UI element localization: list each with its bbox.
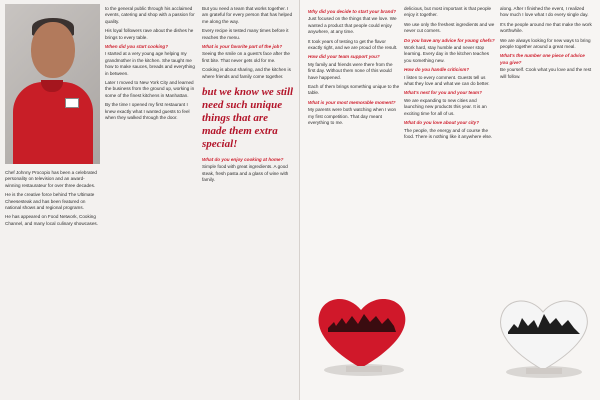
interview-question: When did you start cooking? [105,44,169,50]
right-page [300,0,600,400]
interview-question: What is your favorite part of the job? [202,44,283,50]
left-column-2: to the general public through his acclaimed events, catering and shop with a passion for quality. His loyal followers rave about the dishes he brings to every table. When did you start cooking? I started at a very young age helping my grandmother in the kitchen. She taught me how to make sauces, breads and everything in between. Later I moved to New York City and learned the business from the ground up, working in some of the finest kitchens in Manhattan. By the time I opened my first restaurant I knew exactly what I wanted guests to feel when they walked through the door. [105,6,198,396]
interview-question: Do you have any advice for young chefs? [404,37,495,43]
interview-question: Why did you decide to start your brand? [308,9,397,14]
left-column-1: Chef Johnny Procopio has been a celebrated personality on television and an award-winning restaurateur for over three decades. He is the creative force behind The Ultimate Cheesesteak and has been featured on national shows and regional programs. He has appeared on Food Network, Cooking Channel, and many local culinary showcases. [5,170,98,226]
interview-question: What do you enjoy cooking at home? [202,157,284,163]
right-column-3: along. After I finished the event, I realized how much I love what I do every single day. It's the people around me that make the work worthwhile. We are always looking for new ways to bring people together around a great meal. What's the number one piece of advice you give? Be yourself. Cook what you love and the rest will follow. [500,6,592,79]
interview-question: What is your most memorable moment? [308,99,396,105]
pull-quote: but we know we still need such unique things that are made them extra special! [202,86,294,151]
chef-portrait-photo [5,4,100,164]
interview-question: What do you love about your city? [404,120,480,126]
right-column-1: Why did you decide to start your brand? Just focused on the things that we love. We wanted a product that people could enjoy anywhere, at any time. It took years of testing to get the flavor exactly right, and we are proud of the result. How did your team support you? My family and friends were there from the first day. Without them none of this would have happened. Each of them brings something unique to the table. What is your most memorable moment? My parents were both watching when I won my first competition. That day meant everything to me. [308,9,400,126]
interview-question: How did your team support you? [308,54,380,60]
right-column-2: delicious, but most important is that people enjoy it together. We use only the freshest ingredients and we never cut corners. Do you have any advice for young chefs? Work hard, stay humble and never stop learning. Every day in the kitchen teaches you something new. How do you handle criticism? I listen to every comment. Guests tell us what they love and what we can do better. What's next for you and your team? We are expanding to new cities and launching new products this year. It is an exciting time for all of us. What do you love about your city? The people, the energy and of course the food. There is nothing like it anywhere else. [404,6,495,139]
shirt-logo-patch [65,98,79,108]
interview-question: How do you handle criticism? [404,67,470,73]
interview-question: What's the number one piece of advice you give? [500,53,585,65]
interview-question: What's next for you and your team? [404,90,482,96]
left-column-3: But you need a team that works together. I am grateful for every person that has helped me along the way. Every recipe is tested many times before it reaches the menu. What is your favorite part of the job? Seeing the smile on a guest's face after the first bite. That never gets old for me. Cooking is about sharing, and the kitchen is where friends and family come together. but we know we still need such unique things that are made them extra special! What do you enjoy cooking at home? Simple food with great ingredients. A good steak, fresh pasta and a glass of wine with family. [202,6,294,183]
red-heart-sculpture-image [306,288,416,378]
white-heart-sculpture-image [488,290,598,380]
